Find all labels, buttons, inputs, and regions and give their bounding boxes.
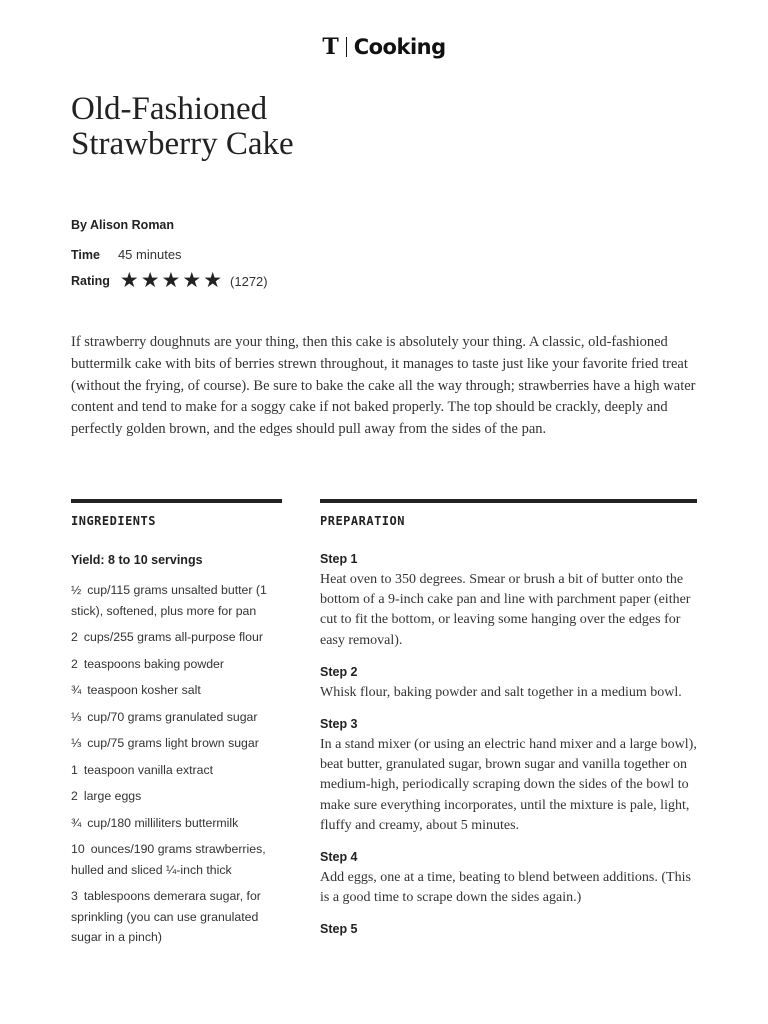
ingredient-item (71, 786, 291, 807)
step-label: Step 5 (320, 922, 358, 937)
time-value: 45 minutes (117, 247, 182, 262)
ingredient-quantity: 3 (71, 889, 78, 903)
ingredient-quantity: 10 (71, 842, 85, 856)
ingredients-rule (71, 499, 282, 503)
preparation-heading: PREPARATION (320, 514, 405, 528)
rating-label: Rating (71, 274, 110, 288)
rating-stars[interactable] (120, 271, 222, 291)
ingredient-item (71, 886, 291, 948)
ingredient-text: ounces/190 grams strawberries, hulled and sliced ¼-inch thick (71, 842, 266, 877)
ingredient-item (71, 654, 291, 675)
byline (71, 218, 174, 232)
ingredient-text: large eggs (83, 789, 142, 803)
ingredient-quantity: 1 (71, 762, 78, 777)
ingredient-text: teaspoons baking powder (83, 656, 224, 671)
ingredient-item (71, 627, 291, 648)
ingredient-quantity: ¾ (71, 815, 82, 830)
ingredient-quantity: 2 (71, 789, 78, 803)
ingredient-item (71, 839, 291, 880)
ingredients-heading: INGREDIENTS (71, 514, 156, 528)
rating-row (71, 271, 268, 291)
ingredient-quantity: ½ (71, 583, 82, 597)
ingredient-item (71, 813, 291, 834)
rating-count: (1272) (230, 273, 268, 289)
preparation-steps (320, 552, 700, 950)
preparation-step (320, 922, 700, 936)
ingredient-quantity: ⅓ (71, 709, 82, 724)
ingredient-text: cup/180 milliliters buttermilk (87, 815, 239, 830)
step-label: Step 1 (320, 552, 358, 566)
ingredient-item (71, 760, 291, 781)
step-text: In a stand mixer (or using an electric hand mixer and a large bowl), beat butter, granulated sugar, brown sugar and vanilla together on medium-high, periodically scraping down the sides of the bowl to make sure everything incorporates, until the mixture is pale, light, fluffy and creamy, about 5 minutes. (320, 737, 697, 833)
ingredients-list (71, 580, 291, 954)
star-icon: ★ (140, 269, 160, 292)
preparation-rule (320, 499, 697, 503)
preparation-step (320, 552, 700, 651)
star-icon: ★ (161, 269, 181, 292)
ingredient-quantity: 2 (71, 630, 78, 644)
star-icon: ★ (119, 269, 139, 292)
ingredient-text: cups/255 grams all-purpose flour (83, 630, 263, 644)
nyt-t-logo-icon: T (322, 34, 339, 60)
preparation-step (320, 717, 700, 836)
ingredient-item (71, 680, 291, 701)
ingredient-text: teaspoon kosher salt (87, 683, 201, 697)
recipe-title: Old-Fashioned Strawberry Cake (71, 91, 294, 162)
recipe-intro: If strawberry doughnuts are your thing, then this cake is absolutely your thing. A classic, old-fashioned buttermilk cake with bits of berries strewn throughout, it manages to taste just like your favorite fried treat (without the frying, of course). Be sure to bake the cake all the way through; strawberries have a high water content and tend to make for a soggy cake if not baked properly. The top should be crackly, deeply and perfectly golden brown, and the edges should pull away from the sides of the pan. (71, 334, 696, 438)
time-label: Time (71, 247, 100, 262)
ingredient-text: cup/115 grams unsalted butter (1 stick), softened, plus more for pan (71, 583, 267, 618)
ingredient-text: cup/75 grams light brown sugar (87, 736, 259, 750)
site-logo[interactable] (0, 36, 768, 58)
step-text: Add eggs, one at a time, beating to blend between additions. (This is a good time to scrape down the sides again.) (320, 870, 691, 906)
star-icon: ★ (203, 269, 223, 292)
step-text: Whisk flour, baking powder and salt together in a medium bowl. (320, 684, 682, 700)
ingredient-item (71, 580, 291, 621)
ingredient-text: tablespoons demerara sugar, for sprinkling (you can use granulated sugar in a pinch) (71, 889, 261, 944)
logo-divider (346, 37, 347, 57)
ingredient-quantity: ⅓ (71, 736, 82, 750)
ingredient-item (71, 707, 291, 728)
step-text: Heat oven to 350 degrees. Smear or brush a bit of butter onto the bottom of a 9-inch cake pan and line with parchment paper (either cut to fit the bottom, or leaving some hanging over the edges for easy removal). (320, 572, 691, 648)
ingredient-quantity: ¾ (71, 683, 82, 697)
ingredient-text: cup/70 grams granulated sugar (87, 709, 258, 724)
ingredient-quantity: 2 (71, 656, 78, 671)
step-label: Step 4 (320, 850, 358, 865)
cooking-wordmark: Cooking (353, 34, 446, 59)
time-row (71, 247, 182, 262)
ingredient-item (71, 733, 291, 754)
star-icon: ★ (182, 269, 202, 292)
step-label: Step 2 (320, 664, 358, 679)
yield: Yield: 8 to 10 servings (71, 553, 203, 567)
step-label: Step 3 (320, 717, 358, 732)
ingredient-text: teaspoon vanilla extract (83, 762, 214, 777)
preparation-step (320, 850, 700, 908)
author-name[interactable]: By Alison Roman (71, 218, 175, 232)
preparation-step (320, 665, 700, 703)
